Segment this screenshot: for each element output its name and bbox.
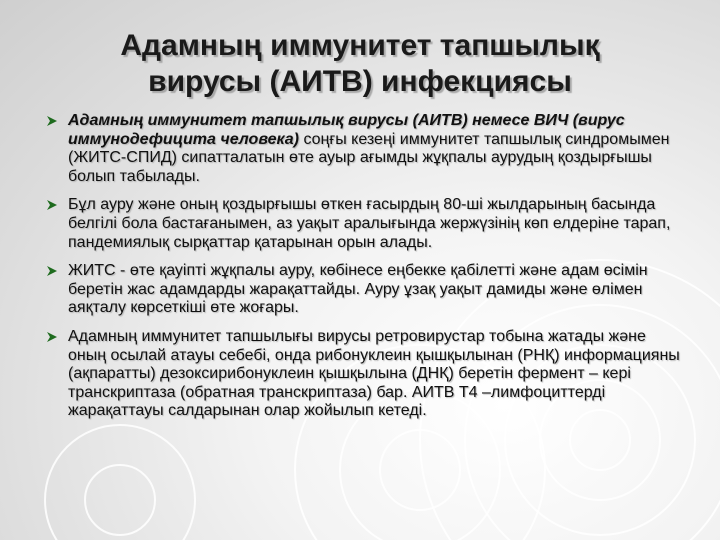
arrowhead-bullet-icon [46, 115, 58, 127]
slide-title-line-1: Адамның иммунитет тапшылық [120, 29, 600, 62]
bullet-list [42, 112, 682, 431]
arrowhead-bullet-icon [46, 331, 58, 343]
slide-title [60, 28, 660, 100]
bullet-item-3 [42, 262, 682, 318]
bullet-item-1 [42, 112, 682, 186]
bullet-item-2-text: Бұл ауру және оның қоздырғышы өткен ғасырдың 80-ші жылдарының басында белгілі бола бастағанымен, аз уақыт аралығында жержүзінің көп елдеріне тарап, пандемиялық сырқаттар қатарынан орын алады. [68, 196, 671, 251]
bullet-item-1-emphasis: Адамның иммунитет тапшылық вирусы (АИТВ) немесе ВИЧ (вирус иммунодефицита человека) [68, 112, 625, 148]
arrowhead-bullet-icon [46, 199, 58, 211]
slide-title-line-2: вирусы (АИТВ) инфекциясы [148, 65, 572, 98]
arrowhead-bullet-icon [46, 265, 58, 277]
bullet-item-4-text: Адамның иммунитет тапшылығы вирусы ретровирустар тобына жатады және оның осылай атауы себебі, онда рибонуклеин қышқылынан (РНҚ) информацияны (ақпаратты) дезоксирибонуклеин қышқылына (ДНҚ) беретін фермент – кері транскриптаза (обратная транскриптаза) бар. АИТВ Т4 –лимфоциттерді жарақаттауы салдарынан олар жойылып кетеді. [68, 327, 680, 420]
bullet-item-1-text: соңғы кезеңі иммунитет тапшылық синдромымен (ЖИТС-СПИД) сипатталатын өте ауыр ағымды жұқпалы аурудың қоздырғышы болып табылады. [68, 130, 670, 185]
bullet-item-3-text: ЖИТС - өте қауіпті жұқпалы ауру, көбінесе еңбекке қабілетті және адам өсімін беретін жас адамдарды жарақаттайды. Ауру ұзақ уақыт дамиды және өлімен аяқталу көрсеткіші өте жоғары. [68, 262, 648, 317]
bullet-item-2 [42, 196, 682, 252]
bullet-item-4 [42, 328, 682, 421]
